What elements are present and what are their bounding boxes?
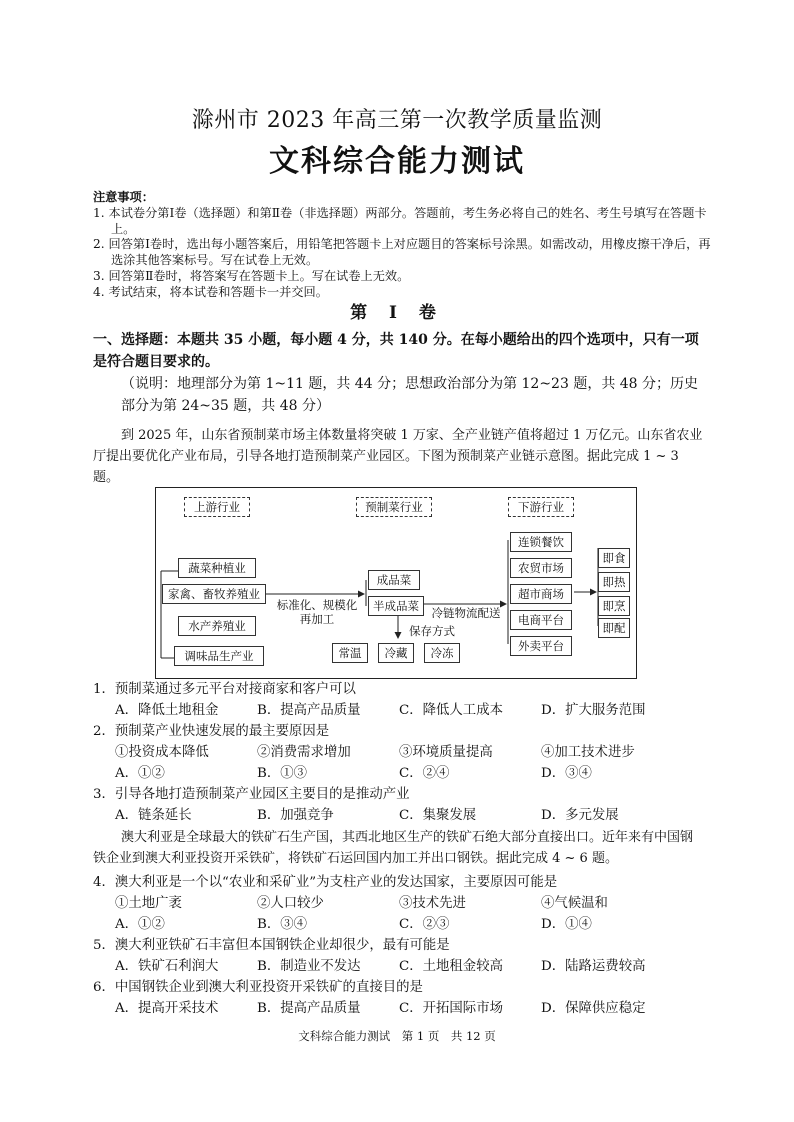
upstream-box: 水产养殖业 — [178, 616, 256, 636]
option[interactable]: C．②③ — [399, 917, 450, 932]
industry-chain-diagram — [155, 487, 637, 679]
channel-box: 电商平台 — [510, 610, 572, 630]
upstream-box: 调味品生产业 — [174, 646, 264, 666]
option[interactable]: C．集聚发展 — [399, 808, 477, 823]
option[interactable]: B．①③ — [257, 766, 308, 781]
question-1 — [93, 679, 713, 721]
choice: ③技术先进 — [399, 896, 466, 911]
channel-box: 农贸市场 — [510, 558, 572, 578]
question-2 — [93, 721, 713, 784]
option[interactable]: D．扩大服务范围 — [541, 703, 646, 718]
type-box: 即配 — [598, 618, 630, 638]
question-stem: 6．中国钢铁企业到澳大利亚投资开采铁矿的直接目的是 — [93, 980, 423, 995]
option[interactable]: A．提高开采技术 — [115, 1001, 219, 1016]
question-5 — [93, 935, 713, 977]
channel-box: 连锁餐饮 — [510, 532, 572, 552]
option[interactable]: A．铁矿石利润大 — [115, 959, 219, 974]
option[interactable]: A．①② — [115, 917, 165, 932]
option[interactable]: D．陆路运费较高 — [541, 959, 646, 974]
question-3 — [93, 784, 713, 826]
product-box: 半成品菜 — [368, 596, 424, 616]
choices-row — [93, 742, 713, 763]
question-stem: 3．引导各地打造预制菜产业园区主要目的是推动产业 — [93, 787, 410, 802]
question-stem: 5．澳大利亚铁矿石丰富但本国钢铁企业却很少，最有可能是 — [93, 938, 450, 953]
type-box: 即烹 — [598, 596, 630, 616]
option[interactable]: B．③④ — [257, 917, 308, 932]
passage-1: 到 2025 年，山东省预制菜市场主体数量将突破 1 万家、全产业链产值将超过 1 万亿元。山东省农业厅提出要优化产业布局，引导各地打造预制菜产业园区。下图为预制菜产业链示意图。据此完成 1 ~ 3 题。 — [93, 428, 703, 485]
exam-title: 滁州市 2023 年高三第一次教学质量监测 — [191, 108, 603, 133]
cold-chain-label: 冷链物流配送 — [431, 606, 501, 620]
option[interactable]: B．提高产品质量 — [257, 1001, 361, 1016]
choice: ①投资成本降低 — [115, 745, 209, 760]
options-row — [93, 700, 713, 721]
storage-box: 常温 — [332, 643, 368, 663]
option[interactable]: B．加强竞争 — [257, 808, 334, 823]
options-row — [93, 805, 713, 826]
option[interactable]: D．③④ — [541, 766, 592, 781]
option[interactable]: A．①② — [115, 766, 165, 781]
section-note: （说明：地理部分为第 1~11 题，共 44 分；思想政治部分为第 12~23 题，共 48 分；历史部分为第 24~35 题，共 48 分） — [121, 376, 699, 414]
options-row — [93, 998, 713, 1019]
choice: ④加工技术进步 — [541, 745, 635, 760]
note-item: 2. 回答第Ⅰ卷时，选出每小题答案后，用铅笔把答题卡上对应题目的答案标号涂黑。如需改动，用橡皮擦干净后，再选涂其他答案标号。写在试卷上无效。 — [93, 237, 711, 268]
note-item: 3. 回答第Ⅱ卷时，将答案写在答题卡上。写在试卷上无效。 — [93, 268, 410, 283]
option[interactable]: D．①④ — [541, 917, 592, 932]
option[interactable]: D．保障供应稳定 — [541, 1001, 646, 1016]
midstream-label: 预制菜行业 — [356, 497, 432, 517]
storage-box: 冷冻 — [424, 643, 460, 663]
storage-box: 冷藏 — [378, 643, 414, 663]
note-item: 1. 本试卷分第Ⅰ卷（选择题）和第Ⅱ卷（非选择题）两部分。答题前，考生务必将自己的姓名、考生号填写在答题卡上。 — [93, 205, 707, 236]
channel-box: 外卖平台 — [510, 636, 572, 656]
option[interactable]: C．土地租金较高 — [399, 959, 503, 974]
choice: ①土地广袤 — [115, 896, 182, 911]
option[interactable]: B．制造业不发达 — [257, 959, 361, 974]
option[interactable]: A．链条延长 — [115, 808, 192, 823]
option[interactable]: B．提高产品质量 — [257, 703, 361, 718]
question-stem: 1．预制菜通过多元平台对接商家和客户可以 — [93, 682, 356, 697]
upstream-box: 家禽、畜牧养殖业 — [162, 584, 266, 604]
downstream-label: 下游行业 — [508, 497, 574, 517]
process-label: 标准化、规模化再加工 — [276, 598, 358, 626]
option[interactable]: A．降低土地租金 — [115, 703, 219, 718]
choices-row — [93, 893, 713, 914]
section-instructions: 一、选择题：本题共 35 小题，每小题 4 分，共 140 分。在每小题给出的四个选项中，只有一项是符合题目要求的。 — [93, 332, 699, 370]
option[interactable]: C．②④ — [399, 766, 450, 781]
page-footer: 文科综合能力测试 第 1 页 共 12 页 — [298, 1029, 496, 1043]
exam-subtitle: 文科综合能力测试 — [269, 144, 525, 179]
option[interactable]: C．降低人工成本 — [399, 703, 503, 718]
channel-box: 超市商场 — [510, 584, 572, 604]
choice: ②消费需求增加 — [257, 745, 351, 760]
product-box: 成品菜 — [368, 570, 420, 590]
note-item: 4. 考试结束，将本试卷和答题卡一并交回。 — [93, 284, 328, 299]
option[interactable]: D．多元发展 — [541, 808, 619, 823]
volume-heading: 第 Ⅰ 卷 — [350, 303, 444, 323]
options-row — [93, 763, 713, 784]
upstream-label: 上游行业 — [184, 497, 250, 517]
option[interactable]: C．开拓国际市场 — [399, 1001, 503, 1016]
type-box: 即食 — [598, 548, 630, 568]
passage-2: 澳大利亚是全球最大的铁矿石生产国，其西北地区生产的铁矿石绝大部分直接出口。近年来有中国钢铁企业到澳大利亚投资开采铁矿，将铁矿石运回国内加工并出口钢铁。据此完成 4 ~ 6 题。 — [93, 830, 694, 866]
upstream-box: 蔬菜种植业 — [178, 558, 256, 578]
choice: ④气候温和 — [541, 896, 608, 911]
question-6 — [93, 977, 713, 1019]
question-stem: 4．澳大利亚是一个以“农业和采矿业”为支柱产业的发达国家，主要原因可能是 — [93, 875, 558, 890]
storage-label: 保存方式 — [409, 624, 455, 638]
notes-section — [93, 190, 713, 301]
notes-heading: 注意事项： — [93, 190, 154, 204]
question-stem: 2．预制菜产业快速发展的最主要原因是 — [93, 724, 330, 739]
choice: ③环境质量提高 — [399, 745, 493, 760]
section-heading — [93, 329, 703, 417]
question-4 — [93, 872, 713, 935]
options-row — [93, 956, 713, 977]
type-box: 即热 — [598, 572, 630, 592]
options-row — [93, 914, 713, 935]
choice: ②人口较少 — [257, 896, 324, 911]
